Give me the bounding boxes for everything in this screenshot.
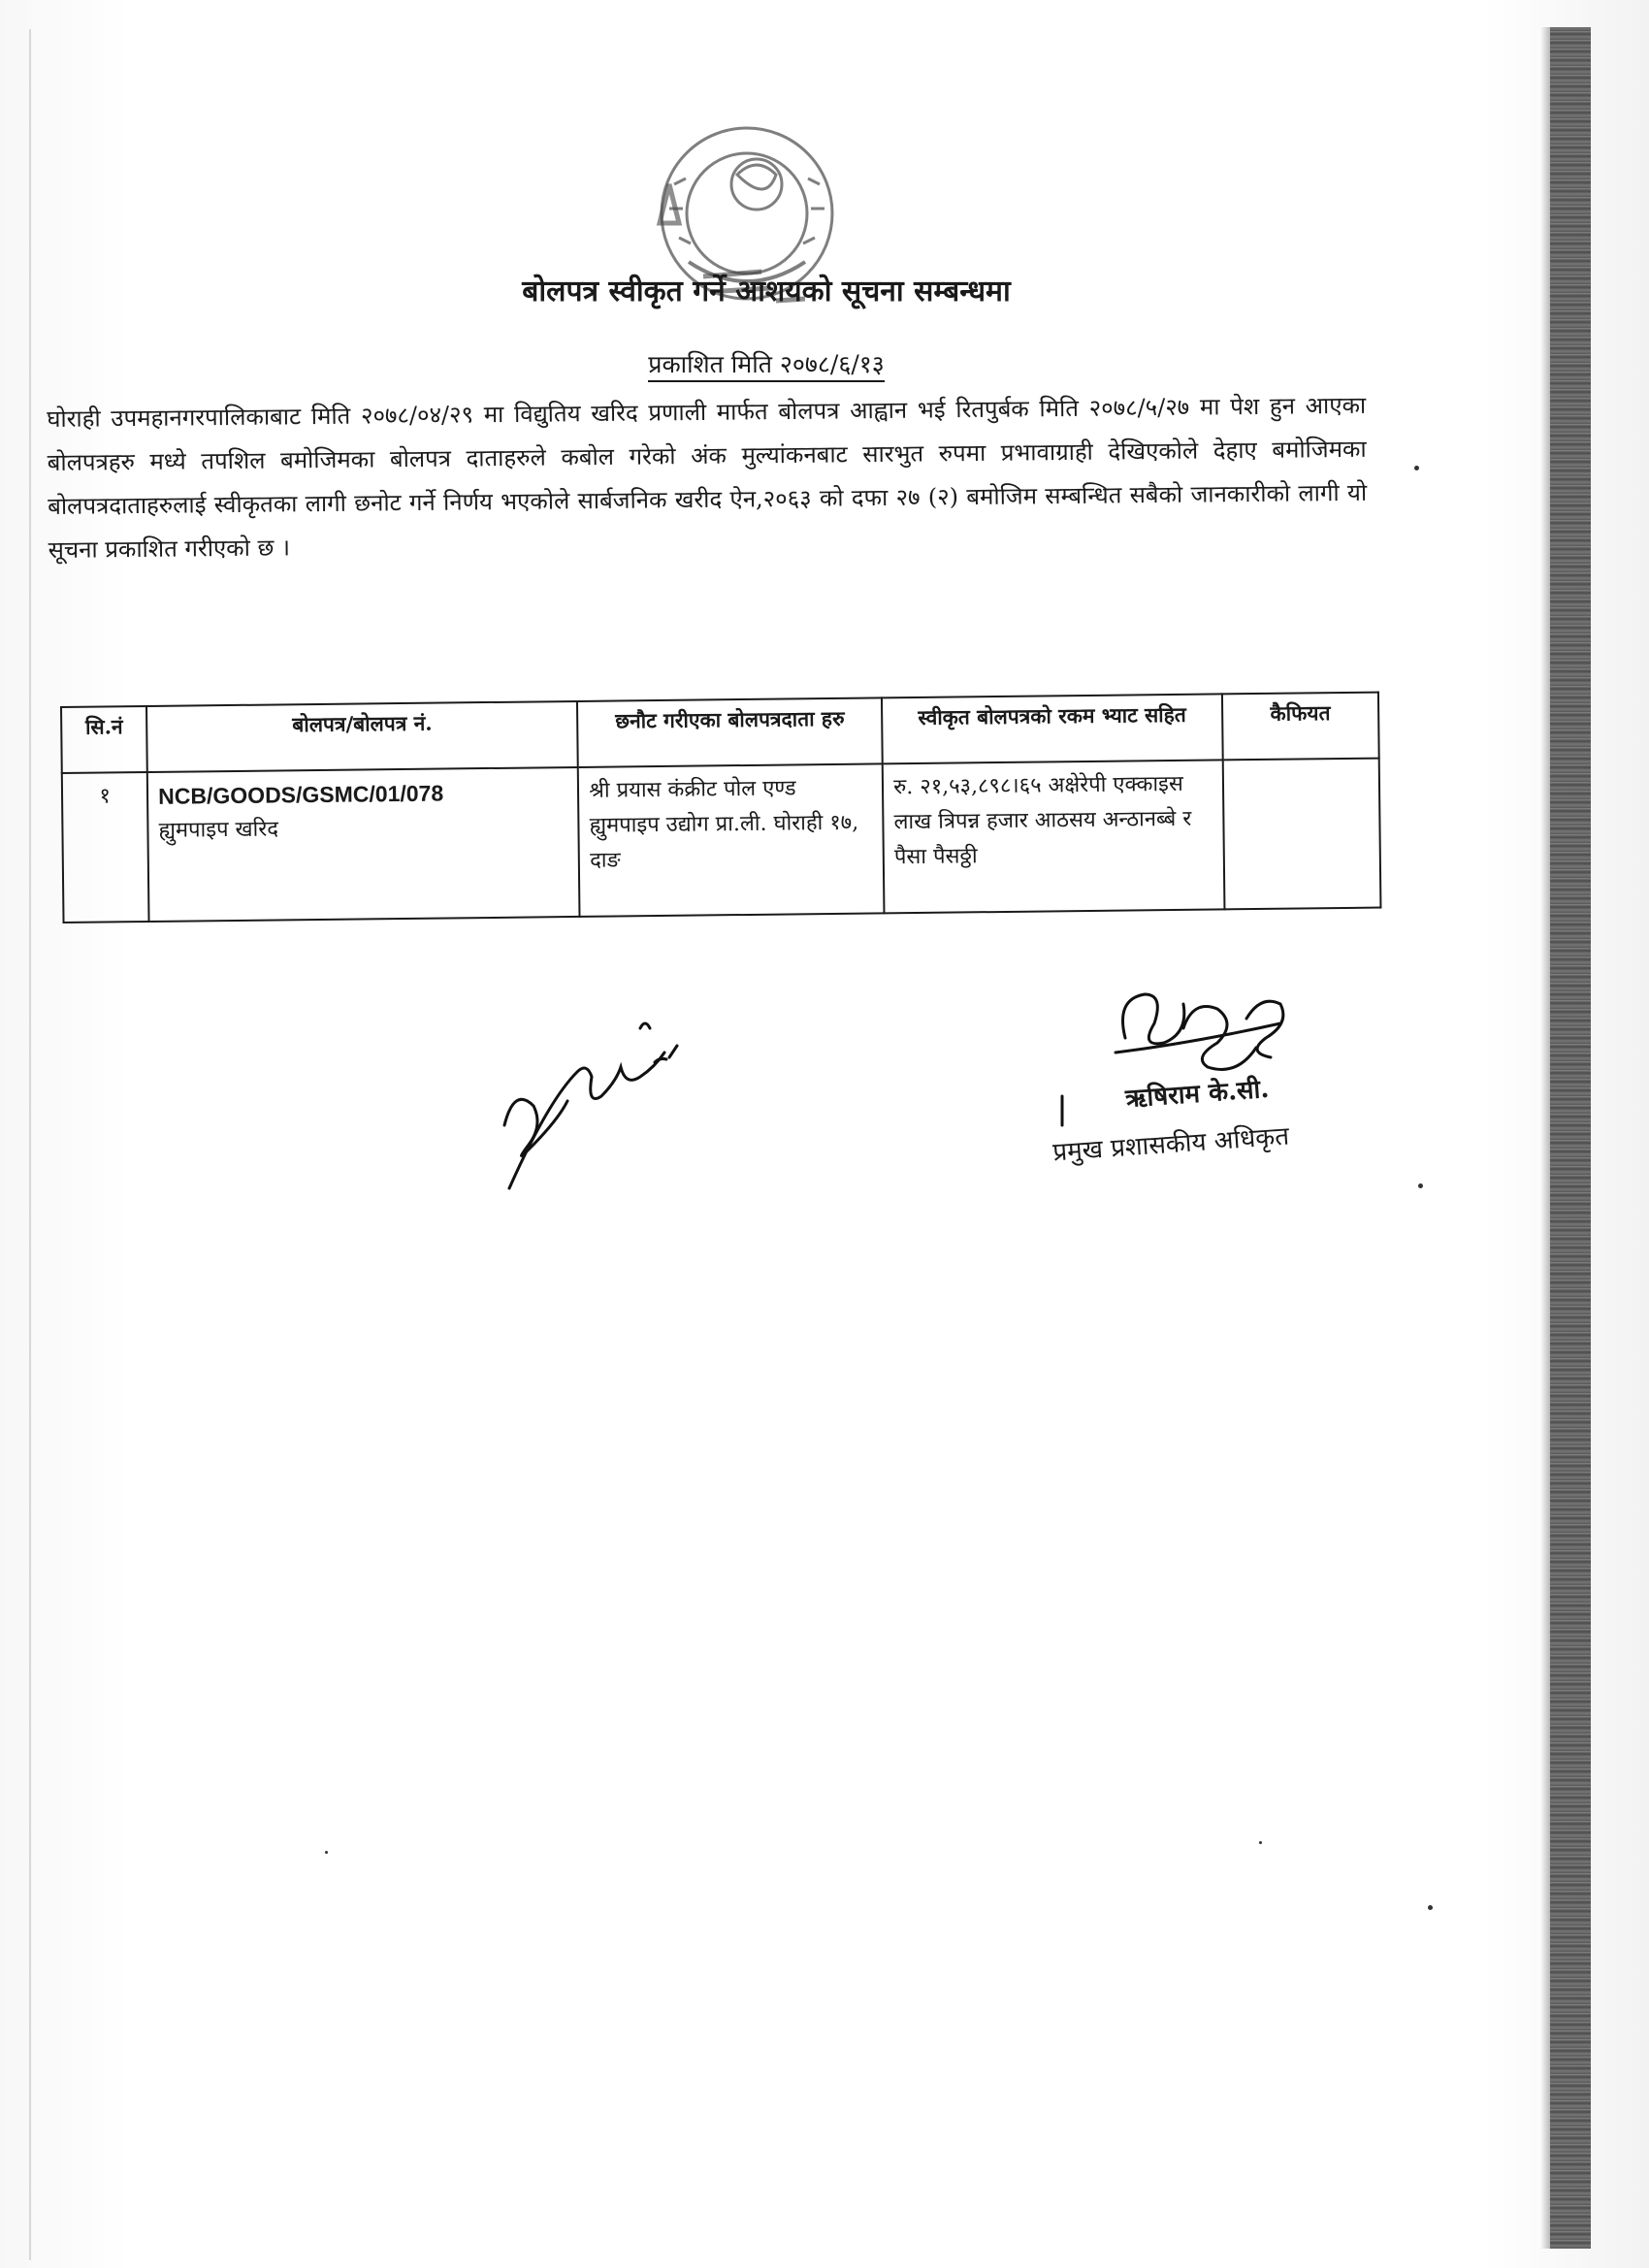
bid-description: ह्युमपाइप खरिद xyxy=(158,817,279,843)
scan-right-edge xyxy=(1550,27,1591,2249)
cell-bidder: श्री प्रयास कंक्रीट पोल एण्ड ह्युमपाइप उद्योग प्रा.ली. घोराही १७, दाङ xyxy=(578,763,885,917)
scan-speck xyxy=(325,1851,328,1854)
bid-table xyxy=(60,692,1381,923)
bid-number: NCB/GOODS/GSMC/01/078 xyxy=(158,780,444,809)
header-bidder: छनौट गरीएका बोलपत्रदाता हरु xyxy=(577,697,883,767)
published-date-text: प्रकाशित मिति २०७८/६/१३ xyxy=(648,350,885,382)
signatory-name: ऋषिराम के.सी. xyxy=(1124,1074,1271,1115)
scan-speck xyxy=(1428,1905,1433,1910)
cell-sn: १ xyxy=(62,772,149,923)
notice-body: घोराही उपमहानगरपालिकाबाट मिति २०७८/०४/२९ मा विद्युतिय खरिद प्रणाली मार्फत बोलपत्र आह्वान भई रितपुर्बक मिति २०७८/५/२७ मा पेश हुन आएका बोलपत्रहरु मध्ये तपशिल बमोजिमका बोलपत्र दाताहरुले कबोल गरेको अंक मुल्यांकनबाट सारभुत रुपमा प्रभावाग्राही देखिएकोले देहाए बमोजिमका बोलपत्रदाताहरुलाई स्वीकृतका लागी छनोट गर्ने निर्णय भएकोले सार्बजनिक खरीद ऐन,२०६३ को दफा २७ (२) बमोजिम सम्बन्धित सबैको जानकारीको लागी यो सूचना प्रकाशित गरीएको छ । xyxy=(47,391,1368,564)
signatory-title: प्रमुख प्रशासकीय अधिकृत xyxy=(1051,1121,1290,1168)
notice-title: बोलपत्र स्वीकृत गर्ने आशयको सूचना सम्बन्धमा xyxy=(522,275,1011,308)
handwritten-signature-left xyxy=(485,1009,718,1203)
header-sn: सि.नं xyxy=(61,706,147,773)
cell-remarks xyxy=(1222,759,1380,910)
cell-amount: रु. २१,५३,८९८।६५ अक्षेरेपी एक्काइस लाख त्रिपन्न हजार आठसय अन्ठानब्बे र पैसा पैसठ्ठी xyxy=(883,760,1224,913)
scan-speck xyxy=(1414,466,1419,470)
bid-table-wrapper xyxy=(60,692,1381,923)
scan-edge-shadow xyxy=(1540,27,1550,2249)
header-remarks: कैफियत xyxy=(1222,693,1379,761)
header-bid-no: बोलपत्र/बोलपत्र नं. xyxy=(146,701,578,772)
scan-speck xyxy=(1259,1841,1262,1844)
table-row xyxy=(62,759,1381,923)
published-date xyxy=(543,347,989,380)
scan-speck xyxy=(1418,1183,1423,1188)
scan-left-border xyxy=(29,29,31,2260)
header-amount: स्वीकृत बोलपत्रको रकम भ्याट सहित xyxy=(882,694,1222,763)
cell-bid-no xyxy=(147,767,580,922)
